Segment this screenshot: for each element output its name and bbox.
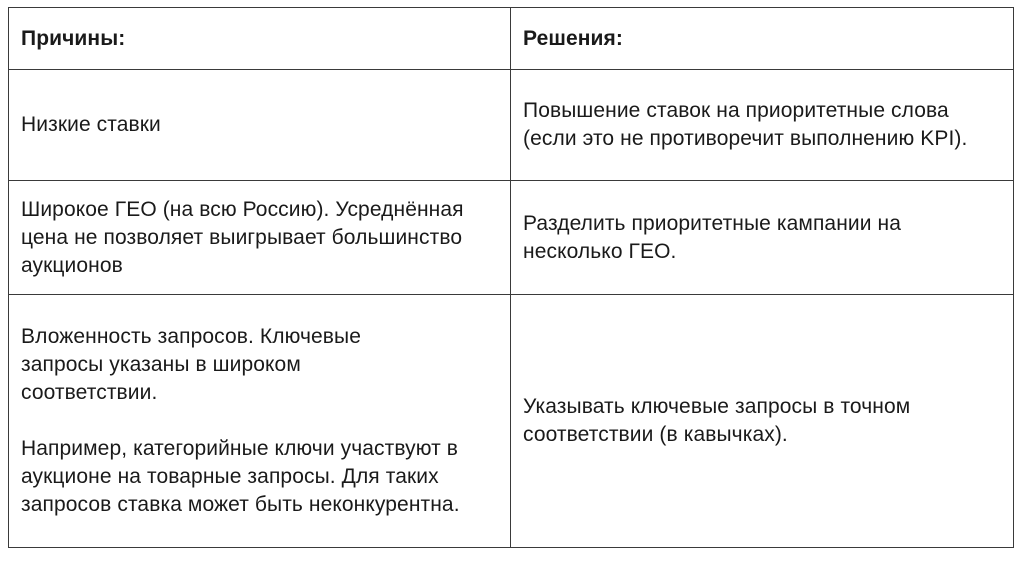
cause-text: Низкие ставки: [21, 113, 161, 136]
cause-cell: [9, 295, 511, 548]
solution-cell: [511, 70, 1014, 181]
cause-text: Например, категорийные ключи участвуют в аукционе на товарные запросы. Для таких запросов ставка может быть неконкурентна.: [21, 437, 460, 516]
solution-text: Повышение ставок на приоритетные слова (если это не противоречит выполнению KPI).: [523, 99, 968, 150]
solution-text: Указывать ключевые запросы в точном соответствии (в кавычках).: [523, 395, 911, 446]
cause-text: Вложенность запросов. Ключевые запросы указаны в широком соответствии.: [21, 325, 362, 404]
header-causes: Причины:: [9, 8, 511, 70]
table-row: [9, 181, 1014, 295]
solution-text: Разделить приоритетные кампании на несколько ГЕО.: [523, 211, 901, 263]
table-row: [9, 295, 1014, 548]
header-solutions: Решения:: [511, 8, 1014, 70]
table-header-row: [9, 8, 1014, 70]
solution-cell: [511, 181, 1014, 295]
table-row: [9, 70, 1014, 181]
cause-cell: [9, 181, 511, 295]
solution-cell: [511, 295, 1014, 548]
cause-text: Широкое ГЕО (на всю Россию). Усреднённая цена не позволяет выигрывает большинство аукционов: [21, 197, 464, 277]
paragraph-gap: [21, 407, 498, 435]
cause-cell: [9, 70, 511, 181]
causes-solutions-table: [8, 7, 1014, 548]
causes-solutions-table-wrapper: [8, 7, 1014, 548]
